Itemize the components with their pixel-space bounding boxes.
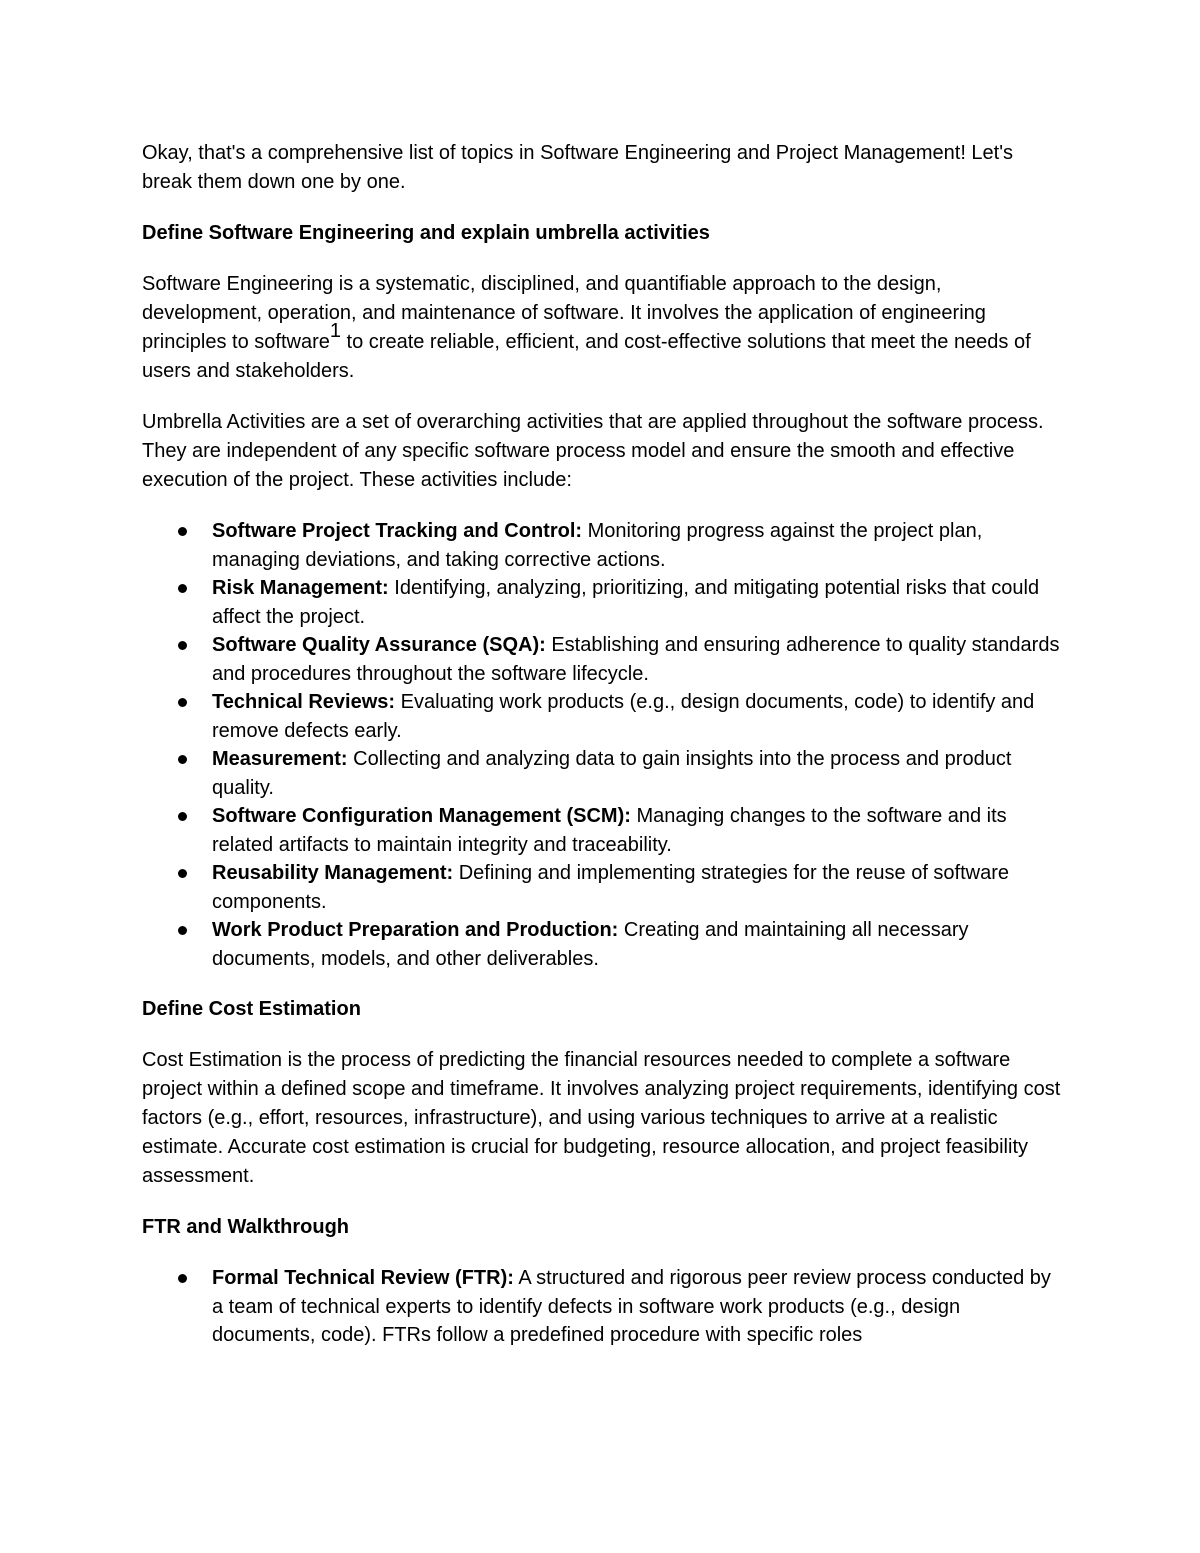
list-item-description: Establishing and ensuring adherence to quality standards and procedures throughout the software lifecycle. bbox=[212, 634, 1060, 685]
bullet-icon bbox=[178, 926, 187, 935]
list-item bbox=[142, 859, 1062, 916]
list-item bbox=[142, 916, 1062, 973]
section-heading-software-engineering: Define Software Engineering and explain umbrella activities bbox=[142, 222, 710, 244]
bullet-icon bbox=[178, 1274, 187, 1283]
list-item-term: Software Project Tracking and Control: bbox=[212, 520, 583, 542]
list-item-term: Software Quality Assurance (SQA): bbox=[212, 634, 546, 656]
list-item bbox=[142, 574, 1062, 631]
umbrella-activities-intro: Umbrella Activities are a set of overarching activities that are applied throughout the software process. They are independent of any specific software process model and ensure the smooth and effective execution of the project. These activities include: bbox=[142, 411, 1044, 491]
list-item-description: Monitoring progress against the project plan, managing deviations, and taking corrective actions. bbox=[212, 520, 983, 571]
ftr-walkthrough-list bbox=[142, 1264, 1062, 1350]
list-item-description: A structured and rigorous peer review process conducted by a team of technical experts to identify defects in software work products (e.g., design documents, code). FTRs follow a predefined procedure with specific roles bbox=[212, 1267, 1051, 1346]
bullet-icon bbox=[178, 584, 187, 593]
section-heading-ftr-walkthrough: FTR and Walkthrough bbox=[142, 1216, 350, 1238]
list-item-term: Software Configuration Management (SCM): bbox=[212, 805, 631, 827]
list-item bbox=[142, 745, 1062, 802]
bullet-icon bbox=[178, 641, 187, 650]
list-item bbox=[142, 688, 1062, 745]
list-item-term: Formal Technical Review (FTR): bbox=[212, 1267, 514, 1289]
definition-text-part-1: Software Engineering is a systematic, disciplined, and quantifiable approach to the design, development, operation, and maintenance of software. It involves the application of engineering principles to software bbox=[142, 273, 986, 353]
document-page bbox=[142, 139, 1062, 1372]
software-engineering-definition bbox=[142, 270, 1062, 386]
list-item bbox=[142, 1264, 1062, 1350]
list-item-description: Defining and implementing strategies for the reuse of software components. bbox=[212, 862, 1010, 913]
list-item-term: Risk Management: bbox=[212, 577, 389, 599]
section-heading-cost-estimation: Define Cost Estimation bbox=[142, 998, 361, 1020]
bullet-icon bbox=[178, 755, 187, 764]
bullet-icon bbox=[178, 527, 187, 536]
umbrella-activities-list bbox=[142, 517, 1062, 973]
cost-estimation-definition: Cost Estimation is the process of predicting the financial resources needed to complete a software project within a defined scope and timeframe. It involves analyzing project requirements, identifying cost factors (e.g., effort, resources, infrastructure), and using various techniques to arrive at a realistic estimate. Accurate cost estimation is crucial for budgeting, resource allocation, and project feasibility assessment. bbox=[142, 1049, 1061, 1187]
list-item-description: Identifying, analyzing, prioritizing, and mitigating potential risks that could affect the project. bbox=[212, 577, 1040, 628]
intro-paragraph: Okay, that's a comprehensive list of topics in Software Engineering and Project Management! Let's break them down one by one. bbox=[142, 142, 1014, 193]
list-item bbox=[142, 631, 1062, 688]
list-item-term: Measurement: bbox=[212, 748, 348, 770]
footnote-reference[interactable]: 1 bbox=[329, 320, 341, 342]
list-item bbox=[142, 802, 1062, 859]
list-item-description: Managing changes to the software and its related artifacts to maintain integrity and traceability. bbox=[212, 805, 1007, 856]
definition-text-part-2: to create reliable, efficient, and cost-effective solutions that meet the needs of users and stakeholders. bbox=[142, 331, 1031, 382]
list-item-description: Creating and maintaining all necessary documents, models, and other deliverables. bbox=[212, 919, 969, 970]
list-item-term: Reusability Management: bbox=[212, 862, 454, 884]
list-item-description: Evaluating work products (e.g., design documents, code) to identify and remove defects early. bbox=[212, 691, 1035, 742]
bullet-icon bbox=[178, 869, 187, 878]
list-item-term: Work Product Preparation and Production: bbox=[212, 919, 619, 941]
bullet-icon bbox=[178, 698, 187, 707]
list-item-description: Collecting and analyzing data to gain insights into the process and product quality. bbox=[212, 748, 1012, 799]
bullet-icon bbox=[178, 812, 187, 821]
list-item bbox=[142, 517, 1062, 574]
list-item-term: Technical Reviews: bbox=[212, 691, 396, 713]
